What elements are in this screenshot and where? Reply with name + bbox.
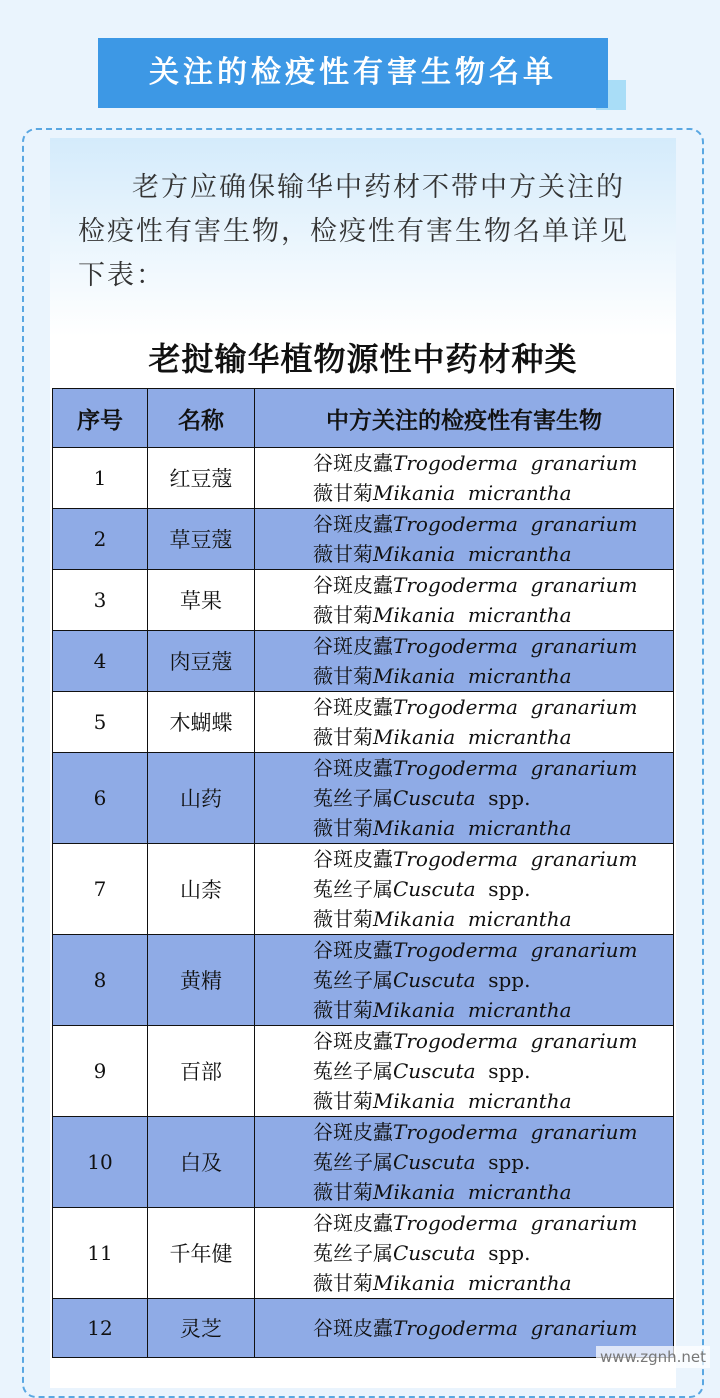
pest-latin-name: Mikania micrantha [373, 1271, 572, 1295]
pest-chinese-name: 谷斑皮蠹 [313, 1316, 393, 1340]
pest-list [255, 753, 674, 844]
pest-entry [313, 874, 673, 904]
table-row [53, 753, 674, 844]
pest-suffix: spp. [475, 877, 531, 901]
pest-entry [313, 539, 673, 569]
herb-name: 木蝴蝶 [148, 692, 255, 753]
row-number: 8 [53, 935, 148, 1026]
pest-latin-name: Trogoderma granarium [393, 1120, 638, 1144]
pest-latin-name: Cuscuta [393, 1150, 476, 1174]
table-row [53, 1208, 674, 1299]
pest-entry [313, 1147, 673, 1177]
pest-entry [313, 1208, 673, 1238]
header-number: 序号 [53, 389, 148, 448]
pest-chinese-name: 谷斑皮蠹 [313, 451, 393, 475]
table-row [53, 448, 674, 509]
pest-chinese-name: 谷斑皮蠹 [313, 512, 393, 536]
pest-entry [313, 844, 673, 874]
row-number: 9 [53, 1026, 148, 1117]
pest-chinese-name: 菟丝子属 [313, 877, 393, 901]
pest-entry [313, 783, 673, 813]
pest-suffix: spp. [475, 1059, 531, 1083]
row-number: 4 [53, 631, 148, 692]
pest-chinese-name: 菟丝子属 [313, 1241, 393, 1265]
pest-latin-name: Trogoderma granarium [393, 938, 638, 962]
pest-chinese-name: 薇甘菊 [313, 998, 373, 1022]
table-row [53, 1117, 674, 1208]
row-number: 6 [53, 753, 148, 844]
row-number: 3 [53, 570, 148, 631]
herb-name: 黄精 [148, 935, 255, 1026]
pest-chinese-name: 谷斑皮蠹 [313, 573, 393, 597]
pest-latin-name: Cuscuta [393, 968, 476, 992]
row-number: 1 [53, 448, 148, 509]
pest-latin-name: Cuscuta [393, 1059, 476, 1083]
herb-name: 山柰 [148, 844, 255, 935]
pest-suffix: spp. [475, 1150, 531, 1174]
pest-entry [313, 570, 673, 600]
pest-chinese-name: 薇甘菊 [313, 1089, 373, 1113]
pest-entry [313, 1268, 673, 1298]
pest-chinese-name: 谷斑皮蠹 [313, 1211, 393, 1235]
pest-entry [313, 813, 673, 843]
pest-list [255, 1208, 674, 1299]
pest-entry [313, 661, 673, 691]
pest-entry [313, 1056, 673, 1086]
row-number: 11 [53, 1208, 148, 1299]
row-number: 12 [53, 1299, 148, 1358]
species-table [52, 388, 674, 1358]
pest-list [255, 1117, 674, 1208]
pest-suffix: spp. [475, 968, 531, 992]
pest-chinese-name: 薇甘菊 [313, 542, 373, 566]
row-number: 7 [53, 844, 148, 935]
table-row [53, 509, 674, 570]
table-row [53, 844, 674, 935]
pest-entry [313, 631, 673, 661]
pest-latin-name: Trogoderma granarium [393, 847, 638, 871]
herb-name: 红豆蔻 [148, 448, 255, 509]
pest-latin-name: Trogoderma granarium [393, 695, 638, 719]
pest-chinese-name: 谷斑皮蠹 [313, 756, 393, 780]
pest-entry [313, 1117, 673, 1147]
pest-entry [313, 935, 673, 965]
pest-chinese-name: 薇甘菊 [313, 907, 373, 931]
pest-chinese-name: 谷斑皮蠹 [313, 938, 393, 962]
pest-list [255, 844, 674, 935]
pest-latin-name: Mikania micrantha [373, 998, 572, 1022]
pest-entry [313, 722, 673, 752]
pest-chinese-name: 谷斑皮蠹 [313, 847, 393, 871]
herb-name: 肉豆蔻 [148, 631, 255, 692]
pest-list [255, 570, 674, 631]
header-name: 名称 [148, 389, 255, 448]
pest-suffix: spp. [475, 786, 531, 810]
herb-name: 灵芝 [148, 1299, 255, 1358]
pest-latin-name: Cuscuta [393, 877, 476, 901]
pest-entry [313, 600, 673, 630]
pest-entry [313, 1026, 673, 1056]
pest-chinese-name: 薇甘菊 [313, 603, 373, 627]
pest-latin-name: Mikania micrantha [373, 816, 572, 840]
pest-chinese-name: 菟丝子属 [313, 1059, 393, 1083]
pest-chinese-name: 薇甘菊 [313, 664, 373, 688]
herb-name: 草果 [148, 570, 255, 631]
pest-latin-name: Mikania micrantha [373, 603, 572, 627]
pest-chinese-name: 薇甘菊 [313, 1271, 373, 1295]
pest-latin-name: Trogoderma granarium [393, 1029, 638, 1053]
row-number: 2 [53, 509, 148, 570]
pest-latin-name: Trogoderma granarium [393, 1316, 638, 1340]
pest-latin-name: Trogoderma granarium [393, 634, 638, 658]
pest-chinese-name: 薇甘菊 [313, 1180, 373, 1204]
table-row [53, 692, 674, 753]
pest-latin-name: Trogoderma granarium [393, 1211, 638, 1235]
pest-list [255, 631, 674, 692]
pest-chinese-name: 薇甘菊 [313, 725, 373, 749]
herb-name: 百部 [148, 1026, 255, 1117]
pest-latin-name: Mikania micrantha [373, 481, 572, 505]
section-banner: 关注的检疫性有害生物名单 [98, 38, 608, 108]
pest-latin-name: Mikania micrantha [373, 725, 572, 749]
pest-chinese-name: 薇甘菊 [313, 481, 373, 505]
pest-latin-name: Trogoderma granarium [393, 573, 638, 597]
pest-entry [313, 509, 673, 539]
pest-chinese-name: 菟丝子属 [313, 968, 393, 992]
pest-chinese-name: 谷斑皮蠹 [313, 1029, 393, 1053]
pest-entry [313, 478, 673, 508]
table-row [53, 1026, 674, 1117]
table-row [53, 935, 674, 1026]
herb-name: 山药 [148, 753, 255, 844]
intro-paragraph: 老方应确保输华中药材不带中方关注的检疫性有害生物，检疫性有害生物名单详见下表： [78, 172, 629, 291]
pest-chinese-name: 谷斑皮蠹 [313, 695, 393, 719]
pest-list [255, 692, 674, 753]
pest-list [255, 935, 674, 1026]
pest-latin-name: Trogoderma granarium [393, 756, 638, 780]
pest-entry [313, 1086, 673, 1116]
pest-list [255, 509, 674, 570]
table-title: 老挝输华植物源性中药材种类 [148, 340, 578, 378]
pest-latin-name: Mikania micrantha [373, 542, 572, 566]
herb-name: 白及 [148, 1117, 255, 1208]
pest-chinese-name: 薇甘菊 [313, 816, 373, 840]
pest-latin-name: Mikania micrantha [373, 1180, 572, 1204]
pest-latin-name: Cuscuta [393, 786, 476, 810]
pest-chinese-name: 菟丝子属 [313, 1150, 393, 1174]
table-row [53, 570, 674, 631]
pest-entry [313, 965, 673, 995]
pest-latin-name: Trogoderma granarium [393, 451, 638, 475]
pest-latin-name: Cuscuta [393, 1241, 476, 1265]
pest-entry [313, 753, 673, 783]
pest-latin-name: Mikania micrantha [373, 1089, 572, 1113]
watermark: www.zgnh.net [596, 1346, 710, 1368]
herb-name: 草豆蔻 [148, 509, 255, 570]
pest-list [255, 1026, 674, 1117]
pest-entry [313, 995, 673, 1025]
pest-entry [313, 692, 673, 722]
pest-entry [313, 448, 673, 478]
pest-chinese-name: 谷斑皮蠹 [313, 634, 393, 658]
pest-entry [313, 1177, 673, 1207]
pest-entry [313, 1238, 673, 1268]
pest-chinese-name: 谷斑皮蠹 [313, 1120, 393, 1144]
pest-entry [313, 1313, 673, 1343]
row-number: 5 [53, 692, 148, 753]
pest-latin-name: Mikania micrantha [373, 907, 572, 931]
table-body [53, 448, 674, 1358]
pest-latin-name: Mikania micrantha [373, 664, 572, 688]
pest-list [255, 448, 674, 509]
herb-name: 千年健 [148, 1208, 255, 1299]
header-pests: 中方关注的检疫性有害生物 [255, 389, 674, 448]
table-row [53, 1299, 674, 1358]
pest-chinese-name: 菟丝子属 [313, 786, 393, 810]
pest-latin-name: Trogoderma granarium [393, 512, 638, 536]
table-header-row [53, 389, 674, 448]
pest-entry [313, 904, 673, 934]
table-row [53, 631, 674, 692]
pest-suffix: spp. [475, 1241, 531, 1265]
row-number: 10 [53, 1117, 148, 1208]
